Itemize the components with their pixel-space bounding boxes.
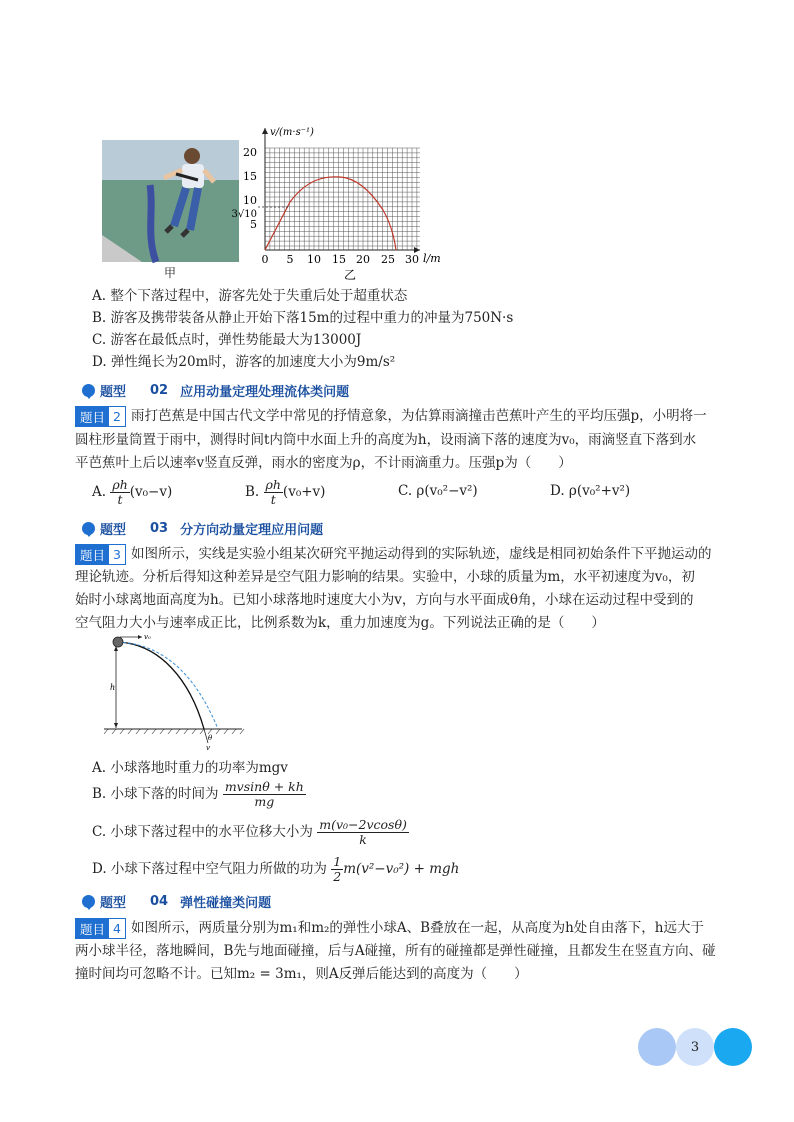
projectile-diagram xyxy=(100,630,250,755)
x-tick-20: 20 xyxy=(356,253,370,266)
q2-option-a xyxy=(92,478,172,507)
q3-option-c-fraction xyxy=(317,818,409,847)
q2-option-c: C. ρ(v₀²−v²) xyxy=(398,483,478,499)
fraction-numerator: ρh xyxy=(265,477,281,492)
fraction-numerator: m(v₀−2vcosθ) xyxy=(319,817,407,832)
x-tick-10: 10 xyxy=(307,253,321,266)
q2-option-a-tail: (v₀−v) xyxy=(129,484,173,500)
q3-option-d-prefix: D. 小球下落过程中空气阻力所做的功为 xyxy=(92,861,327,877)
q2-option-b xyxy=(245,478,325,507)
fraction-numerator: 1 xyxy=(333,854,342,869)
section-heading-03 xyxy=(82,518,323,538)
question-tag-label: 题目 xyxy=(76,919,109,938)
section-heading-04 xyxy=(82,891,271,911)
section-marker-icon xyxy=(82,895,95,908)
q3-option-b-fraction xyxy=(223,780,306,809)
y-tick-10: 10 xyxy=(243,194,257,207)
q3-option-d-fraction xyxy=(331,855,343,884)
photo-caption: 甲 xyxy=(164,266,177,280)
q4-line-3: 撞时间均可忽略不计。已知m₂ = 3m₁，则A反弹后能达到的高度为（ ） xyxy=(75,966,528,982)
section-marker-icon xyxy=(82,522,95,535)
q2-option-a-prefix: A. xyxy=(92,484,107,500)
y-tick-15: 15 xyxy=(243,170,257,183)
x-tick-5: 5 xyxy=(286,253,294,266)
q1-option-b: B. 游客及携带装备从静止开始下落15m的过程中重力的冲量为750N·s xyxy=(92,310,514,326)
fraction-denominator: t xyxy=(117,492,123,507)
y-tick-3root10: 3√10 xyxy=(231,209,257,220)
bungee-photo-drawing xyxy=(102,140,239,262)
q3-option-d-tail: m(v²−v₀²) + mgh xyxy=(343,861,460,877)
q2-line-1: 雨打芭蕉是中国古代文学中常见的抒情意象，为估算雨滴撞击芭蕉叶产生的平均压强p，小明将一 xyxy=(131,408,707,424)
fraction-denominator: mg xyxy=(254,794,275,809)
y-tick-5: 5 xyxy=(250,218,257,231)
q3-option-d xyxy=(92,855,459,884)
question-tag-2 xyxy=(75,406,126,427)
page-deco-circle-right xyxy=(714,1028,752,1066)
velocity-graph xyxy=(231,120,448,282)
section-label: 题型 xyxy=(100,895,127,911)
q3-line-2: 理论轨迹。分析后得知这种差异是空气阻力影响的结果。实验中，小球的质量为m，水平初速度为v₀，初 xyxy=(75,569,695,585)
x-tick-15: 15 xyxy=(332,253,346,266)
fraction-denominator: t xyxy=(270,492,276,507)
theoretical-trajectory xyxy=(118,642,218,729)
section-marker-icon xyxy=(82,384,95,397)
q4-line-2: 两小球半径，落地瞬间，B先与地面碰撞，后与A碰撞，所有的碰撞都是弹性碰撞，且都发生在竖直方向、碰 xyxy=(75,943,716,959)
question-tag-3 xyxy=(75,544,126,565)
x-tick-0: 0 xyxy=(261,253,269,266)
question-tag-4 xyxy=(75,918,126,939)
v0-arrowhead xyxy=(138,635,142,639)
question-tag-label: 题目 xyxy=(76,545,109,564)
theta-label: θ xyxy=(208,734,213,742)
section-title: 弹性碰撞类问题 xyxy=(180,895,272,911)
q3-option-b-prefix: B. 小球下落的时间为 xyxy=(92,786,219,802)
q2-option-d: D. ρ(v₀²+v²) xyxy=(550,483,631,499)
question-tag-number: 4 xyxy=(109,919,125,938)
section-number: 02 xyxy=(150,382,169,398)
section-title: 分方向动量定理应用问题 xyxy=(180,522,324,538)
q1-option-c: C. 游客在最低点时，弹性势能最大为13000J xyxy=(92,332,362,348)
page-number-badge xyxy=(638,1028,752,1066)
q1-option-a: A. 整个下落过程中，游客先处于失重后处于超重状态 xyxy=(92,288,408,304)
q3-option-b xyxy=(92,780,306,809)
height-arrow xyxy=(114,723,118,728)
ball-icon xyxy=(113,637,123,647)
ground-hatching xyxy=(104,729,244,734)
question-tag-number: 3 xyxy=(109,545,125,564)
page-deco-circle-left xyxy=(638,1028,676,1066)
q3-option-a: A. 小球落地时重力的功率为mgv xyxy=(92,760,288,776)
question-tag-number: 2 xyxy=(109,407,125,426)
graph-grid xyxy=(265,148,420,250)
q2-line-3: 平芭蕉叶上后以速率v竖直反弹，雨水的密度为ρ，不计雨滴重力。压强p为（ ） xyxy=(75,455,572,471)
landing-v-label: v xyxy=(206,744,210,752)
q3-option-c-prefix: C. 小球下落过程中的水平位移大小为 xyxy=(92,824,313,840)
q4-line-1: 如图所示，两质量分别为m₁和m₂的弹性小球A、B叠放在一起，从高度为h处自由落下，h远大于 xyxy=(131,920,704,936)
x-tick-25: 25 xyxy=(381,253,395,266)
q2-option-a-fraction xyxy=(110,478,129,507)
actual-trajectory xyxy=(118,642,204,729)
q3-line-1: 如图所示，实线是实验小组某次研究平抛运动得到的实际轨迹，虚线是相同初始条件下平抛运动的 xyxy=(131,546,712,562)
question-tag-label: 题目 xyxy=(76,407,109,426)
q2-option-b-tail: (v₀+v) xyxy=(282,484,326,500)
x-tick-30: 30 xyxy=(405,253,419,266)
q2-option-b-prefix: B. xyxy=(245,484,260,500)
q1-option-d: D. 弹性绳长为20m时，游客的加速度大小为9m/s² xyxy=(92,354,396,370)
fraction-denominator: 2 xyxy=(333,869,342,884)
fraction-denominator: k xyxy=(359,832,367,847)
section-heading-02 xyxy=(82,380,349,400)
section-number: 04 xyxy=(150,893,169,909)
height-label: h xyxy=(110,683,116,692)
fraction-numerator: ρh xyxy=(112,477,128,492)
q2-option-b-fraction xyxy=(264,478,283,507)
bungee-photo xyxy=(102,140,239,262)
section-label: 题型 xyxy=(100,384,127,400)
v0-label: v₀ xyxy=(144,633,151,641)
page-number: 3 xyxy=(690,1039,700,1055)
section-label: 题型 xyxy=(100,522,127,538)
section-number: 03 xyxy=(150,520,169,536)
section-title: 应用动量定理处理流体类问题 xyxy=(180,384,350,400)
y-axis-label: v/(m·s⁻¹) xyxy=(270,127,314,138)
graph-caption: 乙 xyxy=(343,268,357,282)
q2-line-2: 圆柱形量筒置于雨中，测得时间t内筒中水面上升的高度为h，设雨滴下落的速度为v₀，雨滴竖直下落到水 xyxy=(75,432,697,448)
x-axis-label: l/m xyxy=(423,252,441,265)
q3-line-3: 始时小球离地面高度为h。已知小球落地时速度大小为v，方向与水平面成θ角，小球在运动过程中受到的 xyxy=(75,592,694,608)
y-tick-20: 20 xyxy=(243,146,257,159)
q3-line-4: 空气阻力大小与速率成正比，比例系数为k，重力加速度为g。下列说法正确的是（ ） xyxy=(75,615,605,631)
fraction-numerator: mvsinθ + kh xyxy=(224,779,304,794)
q3-option-c xyxy=(92,818,409,847)
y-axis-arrow xyxy=(262,128,268,134)
